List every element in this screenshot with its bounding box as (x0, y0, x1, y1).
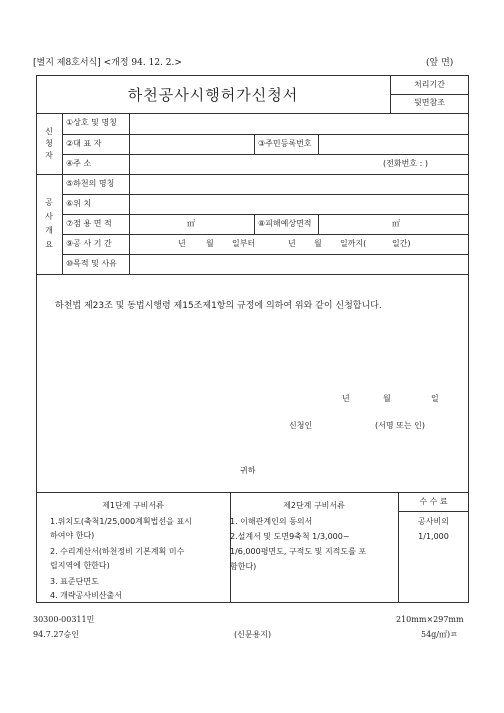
date-year: 년 (342, 394, 350, 403)
period-start-day: 일부터 (232, 239, 256, 248)
processing-value: 뒷면참조 (414, 98, 445, 107)
representative-label: ②대 표 자 (66, 139, 102, 148)
docs-stage1-line: 1.위치도(축척1/25,000계획법선을 표시 (50, 517, 192, 526)
fee-line: 1/1,000 (418, 532, 449, 541)
docs-stage1-line: 3. 표준단면도 (50, 577, 99, 586)
river-name-label: ⑤하천의 명칭 (66, 179, 115, 188)
name-field[interactable] (132, 116, 466, 132)
date-day: 일 (431, 394, 439, 403)
work-section-label: 공 사 개 요 (45, 198, 53, 249)
occupied-area-label: ⑦점 용 면 적 (66, 219, 112, 228)
fee-title: 수 수 료 (419, 497, 448, 506)
damage-area-label: ⑧피해예상면적 (258, 219, 312, 228)
fee-line: 공사비의 (418, 517, 449, 526)
docs-stage2-line: 1. 이해관계인의 동의서 (230, 517, 313, 526)
docs-stage2-line: 함한다) (230, 562, 257, 571)
docs-stage1-line: 4. 개략공사비산출서 (50, 591, 122, 600)
location-field[interactable] (132, 197, 466, 213)
docs-stage1-line: 립지역에 한한다) (50, 561, 110, 570)
address-label: ④주 소 (66, 159, 92, 168)
addressee: 귀하 (240, 466, 256, 475)
period-end-day: 일까지( (340, 239, 367, 248)
location-label: ⑥위 치 (66, 199, 92, 208)
damage-area-unit: ㎡ (392, 219, 400, 228)
purpose-field[interactable] (132, 257, 466, 273)
purpose-label: ⑩목적 및 사유 (66, 259, 117, 268)
period-label: ⑨공 사 기 간 (66, 239, 112, 248)
period-start-year: 년 (178, 239, 186, 248)
paper-size: 210mm×297mm (396, 615, 464, 624)
application-statement: 하천법 제23조 및 동법시행령 제15조제1항의 규정에 의하여 위와 같이 신청합니다. (55, 301, 382, 311)
period-days: 일간) (392, 239, 411, 248)
paper-weight: 54g/㎡)ㅍ (421, 630, 458, 639)
docs-stage2-line: 1/6,000평면도, 구적도 및 지적도를 포 (230, 547, 367, 556)
phone-label: (전화번호 : ) (383, 159, 428, 168)
river-name-field[interactable] (132, 177, 466, 193)
address-field[interactable] (132, 157, 372, 173)
form-code: 30300-00311민 (33, 615, 95, 624)
occupied-area-unit: ㎡ (187, 219, 195, 228)
docs-stage1-line: 하여야 한다) (50, 531, 95, 540)
approval-date: 94.7.27승인 (33, 630, 79, 639)
docs-stage1-title: 제1단계 구비서류 (102, 501, 164, 510)
sign-hint: (서명 또는 인) (375, 421, 425, 430)
applicant-section-label: 신 청 자 (45, 126, 53, 160)
period-start-month: 월 (206, 239, 214, 248)
applicant-sign-label: 신청인 (289, 421, 313, 430)
paper-type: (신문용지) (234, 630, 272, 639)
page-side: (앞 면) (426, 58, 454, 68)
docs-stage2-line: 2.설계서 및 도면9축척 1/3,000~ (230, 532, 350, 541)
resident-number-label: ③주민등록번호 (258, 139, 312, 148)
form-id: [별지 제8호서식] <개정 94. 12. 2.> (33, 58, 182, 68)
period-end-month: 월 (314, 239, 322, 248)
form-title: 하천공사시행허가신청서 (127, 85, 299, 104)
docs-stage2-title: 제2단계 구비서류 (283, 501, 345, 510)
representative-field[interactable] (132, 137, 250, 153)
docs-stage1-line: 2. 수리계산서(하천정비 기본계획 미수 (50, 547, 185, 556)
processing-label: 처리기간 (414, 80, 445, 89)
name-label: ①상호 및 명칭 (66, 118, 117, 127)
resident-number-field[interactable] (321, 137, 466, 153)
period-end-year: 년 (288, 239, 296, 248)
date-month: 월 (383, 394, 391, 403)
